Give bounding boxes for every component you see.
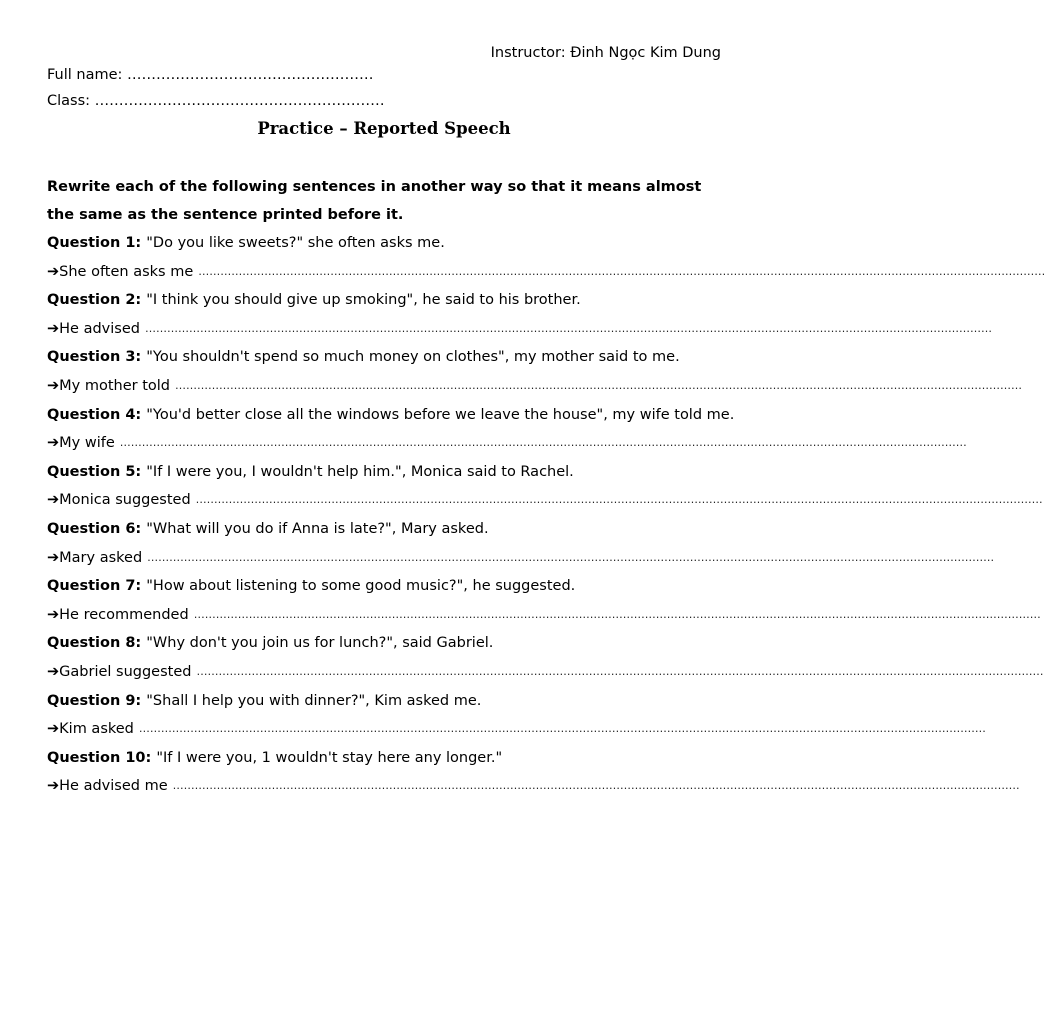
arrow-right-icon: ➔ [47, 492, 60, 509]
answer-row [47, 772, 1020, 801]
question-label: Question 9: [47, 692, 142, 709]
answer-lead-text: He advised [59, 320, 140, 337]
question-row [47, 744, 707, 773]
question-text: "How about listening to some good music?", he suggested. [146, 578, 576, 595]
answer-row [47, 715, 986, 744]
question-text: "I think you should give up smoking", he said to his brother. [146, 292, 581, 309]
answer-blank[interactable]: …………………………………………………………………………………………………………………………………………………………………………………………………………… [195, 493, 1043, 507]
question-row [47, 687, 707, 716]
full-name-field [47, 67, 374, 83]
arrow-right-icon: ➔ [47, 606, 60, 623]
answer-lead-text: Mary asked [59, 549, 143, 566]
class-label: Class: [47, 93, 91, 109]
answer-row [47, 315, 992, 344]
answer-blank[interactable]: …………………………………………………………………………………………………………………………………………………………………………………………………………… [193, 607, 1041, 621]
arrow-right-icon: ➔ [47, 778, 60, 795]
answer-lead-text: Gabriel suggested [59, 663, 192, 680]
answer-row [47, 429, 967, 458]
answer-row [47, 544, 995, 573]
exercise-instructions: Rewrite each of the following sentences in another way so that it means almost the same as the sentence printed before it. [47, 179, 702, 223]
arrow-right-icon: ➔ [47, 663, 60, 680]
answer-lead-text: Kim asked [59, 721, 134, 738]
answer-blank[interactable]: …………………………………………………………………………………………………………………………………………………………………………………………………………… [144, 321, 992, 335]
answer-blank[interactable]: …………………………………………………………………………………………………………………………………………………………………………………………………………… [172, 779, 1020, 793]
question-text: "Do you like sweets?" she often asks me. [146, 235, 445, 251]
answer-lead-text: He advised me [59, 778, 168, 795]
question-row [47, 572, 707, 601]
answer-blank[interactable]: …………………………………………………………………………………………………………………………………………………………………………………………………………… [196, 664, 1044, 678]
question-label: Question 5: [47, 463, 142, 480]
question-text: "If I were you, 1 wouldn't stay here any longer." [156, 749, 503, 766]
question-label: Question 7: [47, 578, 142, 595]
question-row [47, 286, 707, 315]
question-text: "You'd better close all the windows before we leave the house", my wife told me. [146, 406, 735, 423]
answer-lead-text: My wife [59, 435, 115, 452]
question-text: "If I were you, I wouldn't help him.", Monica said to Rachel. [146, 463, 574, 480]
question-row [47, 401, 735, 430]
page-title: Practice – Reported Speech [257, 119, 511, 138]
answer-row [47, 658, 1044, 687]
answer-lead-text: Monica suggested [59, 492, 191, 509]
answer-lead-text: He recommended [59, 606, 189, 623]
question-label: Question 2: [47, 292, 142, 309]
class-blank[interactable]: …………………………………………………… [94, 93, 385, 109]
question-text: "You shouldn't spend so much money on clothes", my mother said to me. [146, 349, 680, 366]
arrow-right-icon: ➔ [47, 721, 60, 738]
answer-blank[interactable]: …………………………………………………………………………………………………………………………………………………………………………………………………………… [119, 436, 967, 450]
answer-row [47, 372, 1023, 401]
arrow-right-icon: ➔ [47, 263, 60, 280]
question-label: Question 1: [47, 235, 142, 251]
question-label: Question 3: [47, 349, 142, 366]
answer-blank[interactable]: …………………………………………………………………………………………………………………………………………………………………………………………………………… [138, 722, 986, 736]
question-label: Question 8: [47, 635, 142, 652]
answer-blank[interactable]: …………………………………………………………………………………………………………………………………………………………………………………………………………… [175, 378, 1023, 392]
answer-lead-text: She often asks me [59, 263, 194, 280]
question-row [47, 515, 707, 544]
arrow-right-icon: ➔ [47, 377, 60, 394]
question-label: Question 6: [47, 520, 142, 537]
full-name-label: Full name: [47, 67, 123, 83]
arrow-right-icon: ➔ [47, 435, 60, 452]
question-row [47, 229, 707, 258]
question-label: Question 10: [47, 749, 152, 766]
question-text: "What will you do if Anna is late?", Mary asked. [146, 520, 489, 537]
question-text: "Why don't you join us for lunch?", said Gabriel. [146, 635, 494, 652]
question-row [47, 629, 707, 658]
answer-blank[interactable]: …………………………………………………………………………………………………………………………………………………………………………………………………………… [198, 264, 1045, 278]
class-field [47, 93, 385, 109]
arrow-right-icon: ➔ [47, 320, 60, 337]
arrow-right-icon: ➔ [47, 549, 60, 566]
question-list [47, 229, 1045, 801]
instructor-name: Instructor: Đinh Ngọc Kim Dung [490, 45, 721, 61]
question-text: "Shall I help you with dinner?", Kim asked me. [146, 692, 482, 709]
full-name-blank[interactable]: …………………………………………… [127, 67, 374, 83]
question-row [47, 343, 707, 372]
answer-lead-text: My mother told [59, 377, 171, 394]
question-label: Question 4: [47, 406, 142, 423]
question-row [47, 458, 707, 487]
answer-row [47, 258, 1045, 287]
answer-row [47, 486, 1043, 515]
answer-blank[interactable]: …………………………………………………………………………………………………………………………………………………………………………………………………………… [147, 550, 995, 564]
answer-row [47, 601, 1041, 630]
